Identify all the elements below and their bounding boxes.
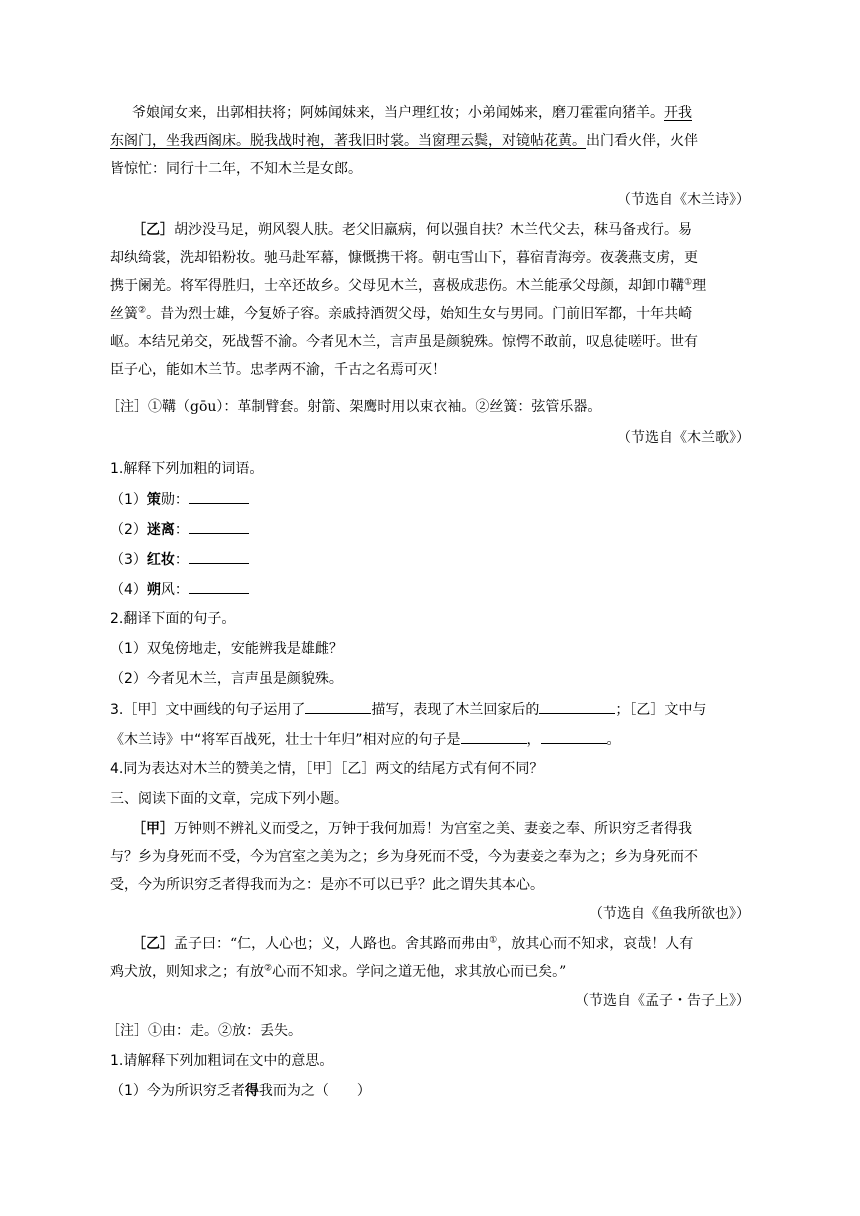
bold-word: 策 [146, 492, 161, 508]
text: 携于阑羌。将军得胜归，士卒还故乡。父母见木兰，喜极成悲伤。木兰能承父母颜，却卸巾鞲 [110, 278, 684, 294]
text: 描写，表现了木兰回家后的 [371, 702, 540, 718]
mencius-source: （节选自《孟子・告子上》） [575, 993, 750, 1009]
underlined-text: 东阁门，坐我西阁床。脱我战时袍，著我旧时裳。当窗理云鬓，对镜帖花黄。 [110, 133, 586, 149]
footnote-mark: ① [489, 935, 498, 946]
s3-q1-title: 1.请解释下列加粗词在文中的意思。 [110, 1053, 334, 1069]
q2-sentence-1: （1）双兔傍地走，安能辨我是雄雌？ [110, 641, 343, 657]
mencius-line-2 [110, 962, 750, 982]
footnote-mark: ② [264, 963, 273, 974]
yi-poem-line-5: 岖。本结兄弟交，死战誓不渝。今者见木兰，言声虽是颜貌殊。惊愕不敢前，叹息徒嗟吁。世有 [110, 334, 698, 350]
fish-line-3: 受，今为所识穷乏者得我而为之：是亦不可以已乎？此之谓失其本心。 [110, 877, 544, 893]
text: 出门看火伴，火伴 [586, 133, 698, 149]
text: ；［乙］文中与 [615, 702, 707, 718]
answer-blank[interactable] [539, 699, 615, 714]
text: ， [526, 732, 541, 748]
fish-source: （节选自《鱼我所欲也》） [589, 906, 750, 922]
text: 理 [692, 278, 707, 294]
q1-item-4 [110, 579, 750, 600]
item-number: （3） [110, 552, 147, 568]
jia-poem-source: （节选自《木兰诗》） [617, 192, 750, 208]
text: 。昔为烈士雄，今复娇子容。亲戚持酒贺父母，始知生女与男同。门前旧军都，十年共崎 [146, 306, 693, 322]
text: 3.［甲］文中画线的句子运用了 [110, 702, 306, 718]
text-with-answer-parens[interactable]: 我而为之（ ） [258, 1083, 371, 1099]
yi-poem-source: （节选自《木兰歌》） [617, 430, 750, 446]
text: 爷娘闻女来，出郭相扶将；阿姊闻妹来，当户理红妆；小弟闻姊来，磨刀霍霍向猪羊。 [132, 105, 664, 121]
answer-blank[interactable] [541, 729, 607, 744]
item-number: （2） [110, 522, 147, 538]
q3-line-2 [110, 729, 750, 750]
jia-poem-line-2 [110, 131, 750, 151]
section-3-heading: 三、阅读下面的文章，完成下列小题。 [110, 791, 348, 807]
passage-tag: ［乙］ [132, 936, 174, 952]
text: 胡沙没马足，朔风裂人肤。老父旧羸病，何以强自扶？木兰代父去，秣马备戎行。易 [174, 222, 692, 238]
yi-poem-note: ［注］①鞲（gōu）：革制臂套。射箭、架鹰时用以束衣袖。②丝簧：弦管乐器。 [106, 399, 602, 415]
q3-line-1 [110, 699, 750, 720]
text: ，放其心而不知求，哀哉！人有 [497, 936, 694, 952]
q1-item-3 [110, 549, 750, 570]
text: （1）今为所识穷乏者 [110, 1083, 245, 1099]
mencius-note: ［注］①由：走。②放：丢失。 [106, 1023, 302, 1039]
text: 勋： [160, 492, 189, 508]
footnote-mark: ① [684, 277, 693, 288]
s3-q1-item-1 [110, 1081, 750, 1101]
jia-poem-line-3: 皆惊忙：同行十二年，不知木兰是女郎。 [110, 161, 362, 177]
bold-word: 朔 [146, 582, 161, 598]
item-number: （1） [110, 492, 147, 508]
q1-item-2 [110, 519, 750, 540]
passage-tag: ［甲］ [132, 821, 174, 837]
yi-poem-line-2: 却纨绮裳，洗却铅粉妆。驰马赴军幕，慷慨携干将。朝屯雪山下，暮宿青海旁。夜袭燕支虏，更 [110, 250, 698, 266]
bold-word: 红妆 [146, 552, 175, 568]
text: ： [174, 522, 189, 538]
answer-blank[interactable] [305, 699, 371, 714]
answer-blank[interactable] [189, 549, 249, 564]
underlined-text: 开我 [664, 105, 692, 121]
answer-blank[interactable] [189, 519, 249, 534]
answer-blank[interactable] [189, 579, 249, 594]
item-number: （4） [110, 582, 147, 598]
fish-line-1 [132, 819, 750, 839]
bold-word: 得 [244, 1083, 259, 1099]
footnote-mark: ② [138, 305, 147, 316]
jia-poem-line-1 [132, 103, 750, 123]
answer-blank[interactable] [461, 729, 527, 744]
text: 《木兰诗》中“将军百战死，壮士十年归”相对应的句子是 [110, 732, 461, 748]
q4: 4.同为表达对木兰的赞美之情，［甲］［乙］两文的结尾方式有何不同？ [110, 761, 544, 777]
fish-line-2: 与？乡为身死而不受，今为宫室之美为之；乡为身死而不受，今为妻妾之奉为之；乡为身死而不 [110, 849, 698, 865]
q2-sentence-2: （2）今者见木兰，言声虽是颜貌殊。 [110, 671, 343, 687]
q2-title: 2.翻译下面的句子。 [110, 611, 236, 627]
q1-title: 1.解释下列加粗的词语。 [110, 461, 264, 477]
text: 。 [606, 732, 621, 748]
yi-poem-line-4 [110, 304, 750, 324]
text: 丝簧 [110, 306, 138, 322]
yi-poem-line-1 [132, 220, 750, 240]
text: 孟子曰：“仁，人心也；义，人路也。舍其路而弗由 [174, 936, 490, 952]
text: 心而不知求。学问之道无他，求其放心而已矣。” [272, 964, 567, 980]
yi-poem-line-3 [110, 276, 750, 296]
answer-blank[interactable] [189, 489, 249, 504]
passage-tag: ［乙］ [132, 222, 174, 238]
q1-item-1 [110, 489, 750, 510]
yi-poem-line-6: 臣子心，能如木兰节。忠孝两不渝，千古之名焉可灭！ [110, 362, 446, 378]
text: ： [174, 552, 189, 568]
bold-word: 迷离 [146, 522, 175, 538]
text: 万钟则不辨礼义而受之，万钟于我何加焉！为宫室之美、妻妾之奉、所识穷乏者得我 [174, 821, 692, 837]
text: 鸡犬放，则知求之；有放 [110, 964, 264, 980]
text: 风： [160, 582, 189, 598]
mencius-line-1 [132, 934, 750, 954]
